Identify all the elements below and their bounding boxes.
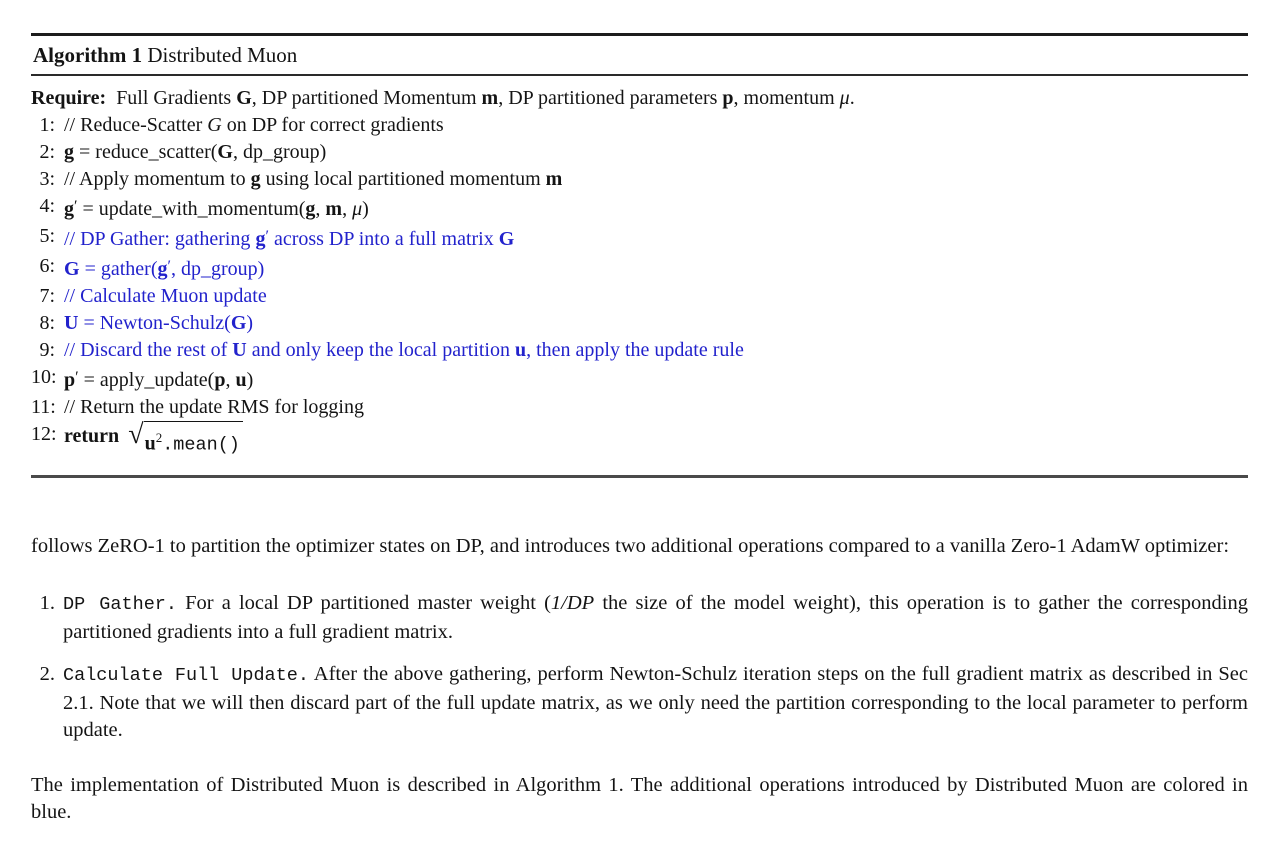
text-segment: // Reduce-Scatter <box>64 114 208 136</box>
text-segment: , <box>342 198 353 220</box>
text-segment: m <box>325 198 343 220</box>
text-segment: on DP for correct gradients <box>221 114 444 136</box>
text-segment: u <box>144 432 156 455</box>
line-content <box>64 223 1248 253</box>
text-segment: U <box>232 339 247 361</box>
line-content <box>64 166 1248 193</box>
algorithm-label: Algorithm 1 <box>33 43 143 67</box>
text-segment: p <box>64 369 76 391</box>
require-line <box>31 85 1248 112</box>
algorithm-line <box>31 139 1248 166</box>
text-segment: g <box>305 198 316 220</box>
algorithm-block <box>31 33 1248 478</box>
algorithm-line <box>31 283 1248 310</box>
line-content <box>64 139 1248 166</box>
algorithm-line <box>31 394 1248 421</box>
line-number: 11: <box>31 396 56 418</box>
text-segment: = gather( <box>79 258 158 280</box>
numbered-list <box>31 590 1248 745</box>
text-segment: // Return the update RMS for logging <box>64 396 364 418</box>
text-segment: g <box>157 258 168 280</box>
text-segment: // Calculate Muon update <box>64 285 267 307</box>
algorithm-line <box>31 223 1248 253</box>
text-segment: g <box>64 198 74 220</box>
text-segment: the size of the model weight), this operation is to gather the corresponding partitioned gradients into a full gradient matrix. <box>63 592 1248 643</box>
text-segment: Full Gradients <box>116 87 237 109</box>
list-item <box>31 590 1248 646</box>
paragraph-conclusion: The implementation of Distributed Muon is described in Algorithm 1. The additional operations introduced by Distributed Muon are colored in blue. <box>31 773 1248 824</box>
text-segment: g <box>64 141 74 163</box>
text-segment: ′ <box>74 198 78 215</box>
algorithm-line <box>31 421 1248 459</box>
radicand <box>144 421 243 459</box>
algorithm-line <box>31 193 1248 223</box>
text-segment: For a local DP partitioned master weight ( <box>177 592 551 615</box>
text-segment: , then apply the update rule <box>526 339 744 361</box>
line-content <box>64 364 1248 394</box>
algorithm-body <box>31 76 1248 478</box>
list-item <box>31 661 1248 745</box>
text-segment: p <box>722 87 734 109</box>
text-segment: across DP into a full matrix <box>268 228 499 250</box>
list-item-text <box>63 661 1248 745</box>
text-segment: g <box>255 228 266 250</box>
text-segment: , <box>225 369 236 391</box>
text-segment: 1/DP <box>550 592 595 615</box>
algorithm-line <box>31 364 1248 394</box>
text-segment: ′ <box>75 369 79 386</box>
line-number: 3: <box>39 168 55 190</box>
text-segment: ′ <box>265 228 269 245</box>
line-content <box>64 283 1248 310</box>
text-segment: .mean() <box>162 434 240 456</box>
paragraph-intro: follows ZeRO-1 to partition the optimizer states on DP, and introduces two additional operations compared to a vanilla Zero-1 AdamW optimizer: <box>31 534 1230 557</box>
text-segment: , DP partitioned parameters <box>498 87 723 109</box>
line-content <box>64 193 1248 223</box>
line-content <box>64 310 1248 337</box>
line-content <box>64 394 1248 421</box>
text-segment: , <box>315 198 326 220</box>
text-segment: = apply_update( <box>78 369 215 391</box>
line-number: 1: <box>39 114 55 136</box>
text-segment: . <box>849 87 855 109</box>
list-item-number: 1. <box>39 592 55 615</box>
text-segment: m <box>545 168 563 190</box>
text-segment: ) <box>246 369 254 391</box>
text-segment: ′ <box>167 258 171 275</box>
algorithm-line <box>31 166 1248 193</box>
algorithm-lines <box>31 112 1248 459</box>
line-number: 10: <box>31 366 57 388</box>
text-segment: // Apply momentum to <box>64 168 251 190</box>
line-number: 4: <box>39 195 55 217</box>
algorithm-title: Distributed Muon <box>147 43 298 67</box>
text-segment: μ <box>839 87 850 109</box>
text-segment: After the above gathering, perform Newton-Schulz iteration steps on the full gradient matrix as described in Sec 2.1. Note that we will then discard part of the full update matrix, as we only need the partition corresponding to the local parameter to perform update. <box>63 663 1248 742</box>
line-number: 12: <box>31 423 57 445</box>
radical-sign: √ <box>128 419 144 450</box>
require-content <box>116 87 855 109</box>
text-segment: g <box>250 168 261 190</box>
text-segment: // Discard the rest of <box>64 339 233 361</box>
text-segment: and only keep the local partition <box>246 339 515 361</box>
text-segment: , dp_group) <box>170 258 265 280</box>
text-segment: DP Gather. <box>63 594 178 616</box>
sqrt-expression <box>128 421 243 459</box>
text-segment: u <box>235 369 247 391</box>
text-segment: return <box>64 425 120 447</box>
line-number: 5: <box>39 225 55 247</box>
text-segment: using local partitioned momentum <box>260 168 546 190</box>
text-segment: G <box>64 258 80 280</box>
text-segment: , DP partitioned Momentum <box>251 87 482 109</box>
line-number: 7: <box>39 285 55 307</box>
text-segment: 2 <box>155 430 163 445</box>
text-segment: G <box>236 87 252 109</box>
require-label: Require: <box>31 87 107 109</box>
line-content <box>64 253 1248 283</box>
text-segment: m <box>481 87 499 109</box>
text-segment: = Newton-Schulz( <box>78 312 231 334</box>
text-segment: G <box>217 141 233 163</box>
text-segment: G <box>207 114 222 136</box>
text-segment: Calculate Full Update. <box>63 665 309 687</box>
text-segment: = update_with_momentum( <box>77 198 306 220</box>
list-item-number: 2. <box>39 663 55 686</box>
text-segment: μ <box>352 198 363 220</box>
text-segment: , momentum <box>733 87 840 109</box>
text-segment: G <box>498 228 515 250</box>
algorithm-caption <box>31 36 1248 76</box>
text-segment: u <box>515 339 527 361</box>
line-content <box>64 337 1248 364</box>
list-item-text <box>63 590 1248 646</box>
text-segment: // DP Gather: gathering <box>64 228 256 250</box>
text-segment <box>119 425 124 447</box>
algorithm-line <box>31 253 1248 283</box>
text-segment: ) <box>246 312 254 334</box>
text-segment: G <box>230 312 247 334</box>
text-segment: , dp_group) <box>232 141 327 163</box>
line-content <box>64 421 1248 459</box>
text-segment: ) <box>362 198 369 220</box>
algorithm-line <box>31 112 1248 139</box>
line-number: 2: <box>39 141 55 163</box>
line-number: 6: <box>39 255 55 277</box>
line-number: 9: <box>39 339 55 361</box>
line-content <box>64 112 1248 139</box>
text-segment: U <box>64 312 79 334</box>
algorithm-line <box>31 337 1248 364</box>
line-number: 8: <box>39 312 55 334</box>
algorithm-line <box>31 310 1248 337</box>
text-segment: p <box>214 369 226 391</box>
text-segment: = reduce_scatter( <box>74 141 218 163</box>
